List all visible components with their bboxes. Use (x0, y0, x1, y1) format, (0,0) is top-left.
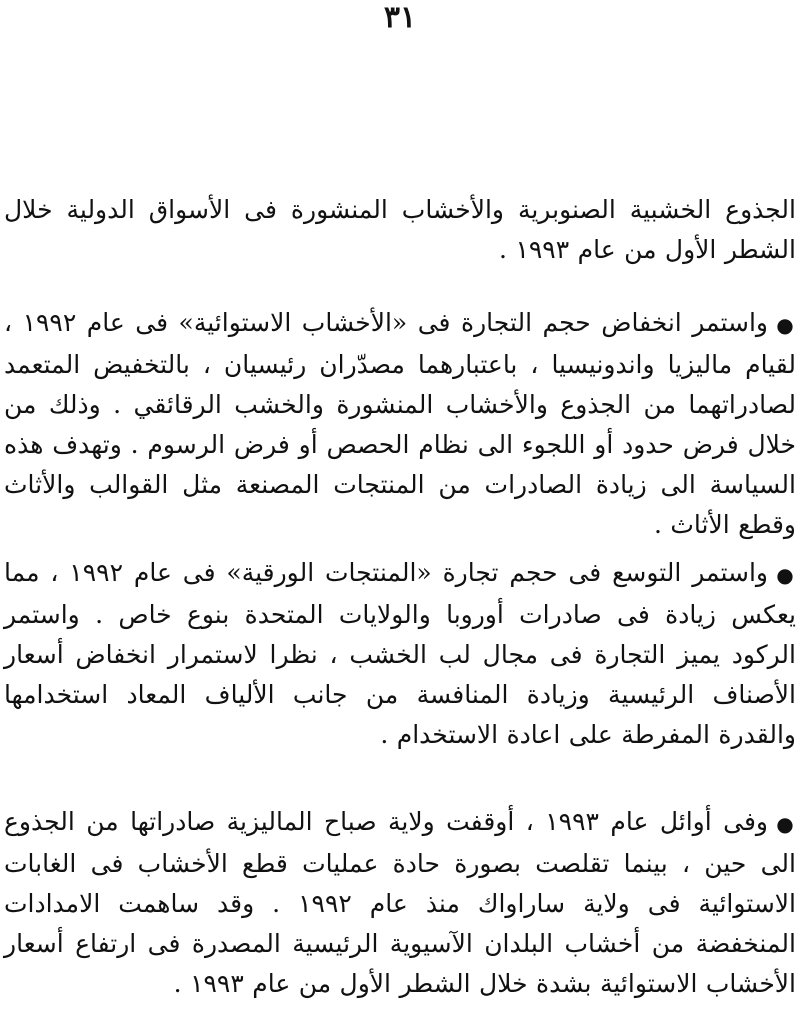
paragraph-2 (4, 303, 796, 545)
paragraph-1 (4, 190, 796, 270)
bullet-icon: ● (776, 562, 794, 587)
paragraph-3-text: واستمر التوسع فى حجم تجارة «المنتجات الورقية» فى عام ١٩٩٢ ، مما يعكس زيادة فى صادرات أوروبا والولايات المتحدة بنوع خاص . واستمر الركود يميز التجارة فى مجال لب الخشب ، نظرا لاستمرار انخفاض أسعار الأصناف الرئيسية وزيادة المنافسة من جانب الألياف المعاد استخدامها والقدرة المفرطة على اعادة الاستخدام . (4, 558, 796, 749)
paragraph-2-text: واستمر انخفاض حجم التجارة فى «الأخشاب الاستوائية» فى عام ١٩٩٢ ، لقيام ماليزيا واندونيسيا ، باعتبارهما مصدّران رئيسيان ، بالتخفيض المتعمد لصادراتهما من الجذوع والأخشاب المنشورة والخشب الرقائقي . وذلك من خلال فرض حدود أو اللجوء الى نظام الحصص أو فرض الرسوم . وتهدف هذه السياسة الى زيادة الصادرات من المنتجات المصنعة مثل القوالب والأثاث وقطع الأثاث . (4, 308, 796, 539)
bullet-icon: ● (776, 312, 794, 337)
paragraph-1-text: الجذوع الخشبية الصنوبرية والأخشاب المنشورة فى الأسواق الدولية خلال الشطر الأول من عام ١٩٩٣ . (4, 195, 796, 264)
bullet-icon: ● (776, 811, 794, 836)
page-number: ٣١ (383, 0, 417, 35)
paragraph-4 (4, 802, 796, 1004)
paragraph-3 (4, 553, 796, 755)
paragraph-4-text: وفى أوائل عام ١٩٩٣ ، أوقفت ولاية صباح الماليزية صادراتها من الجذوع الى حين ، بينما تقلصت بصورة حادة عمليات قطع الأخشاب فى الغابات الاستوائية فى ولاية ساراواك منذ عام ١٩٩٢ . وقد ساهمت الامدادات المنخفضة من أخشاب البلدان الآسيوية الرئيسية المصدرة فى ارتفاع أسعار الأخشاب الاستوائية بشدة خلال الشطر الأول من عام ١٩٩٣ . (4, 807, 796, 998)
